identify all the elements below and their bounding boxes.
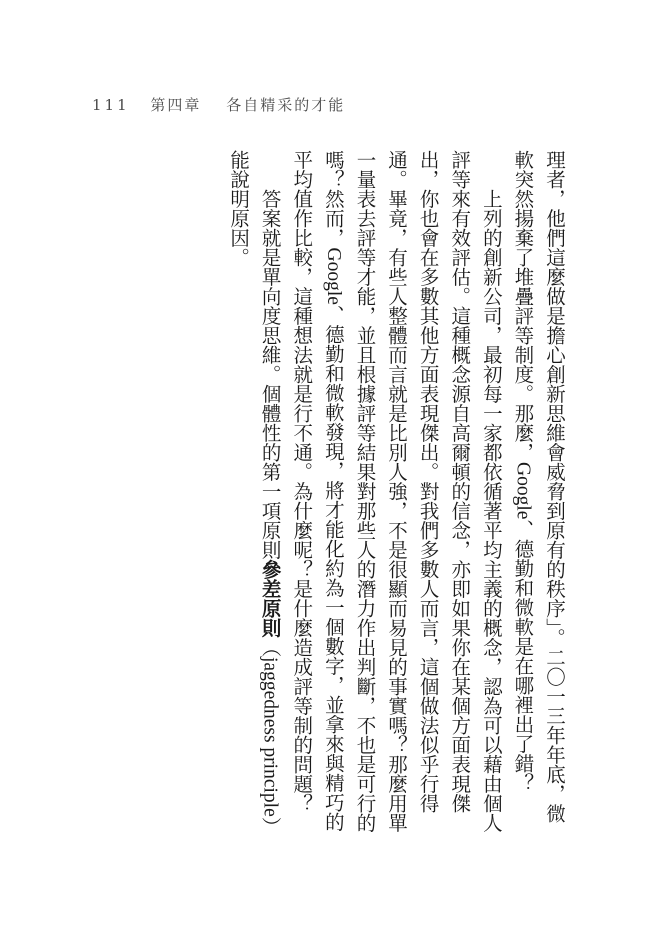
paragraph-3	[222, 150, 285, 840]
page-number: 111	[92, 96, 130, 114]
paragraph-1-text-a: 理者，他們這麼做是擔心創新思維會威脅到原有的秩序」。二〇一三年年底，微軟突然揚棄了堆疊評等制度。那麼，	[511, 150, 566, 823]
paren-open: （	[258, 637, 282, 657]
chapter-title: 各自精采的才能	[226, 96, 346, 114]
paragraph-1-text-b: 、德勤和微軟是在哪裡出了錯？	[511, 519, 535, 793]
paragraph-3-text-a: 答案就是單向度思維。個體性的第一項原則	[258, 189, 282, 560]
vertical-body-text	[188, 150, 570, 840]
paragraph-2-google: Google	[322, 247, 344, 305]
running-header	[92, 94, 345, 115]
paragraph-2	[286, 150, 507, 840]
paragraph-1	[507, 150, 570, 840]
paragraph-3-text-c: ）能說明原因。	[227, 150, 282, 837]
paragraph-1-google: Google	[512, 462, 534, 520]
paragraph-2-text-a: 上列的創新公司，最初每一家都依循著平均主義的概念，認為可以藉由個人評等來有效評估。這種概念源自高爾頓的信念，亦即如果你在某個方面表現傑出，你也會在多數其他方面表現傑出。對我們多數人而言，這個做法似乎行得通。畢竟，有些人整體而言就是比別人強，不是很顯而易見的事實嗎？那麼用單一量表去評等才能，並且根據評等結果對那些人的潛力作出判斷，不也是可行的嗎？然而，	[321, 150, 503, 833]
chapter-label: 第四章	[150, 96, 202, 114]
paragraph-2-text-b: 、德勤和微軟發現，將才能化約為一個數字，並拿來與精巧的平均值作比較，這種想法就是行不通。為什麼呢？是什麼造成評等制的問題？	[290, 150, 345, 832]
bold-term: 參差原則	[258, 559, 282, 638]
latin-term: jaggedness principle	[259, 657, 281, 817]
